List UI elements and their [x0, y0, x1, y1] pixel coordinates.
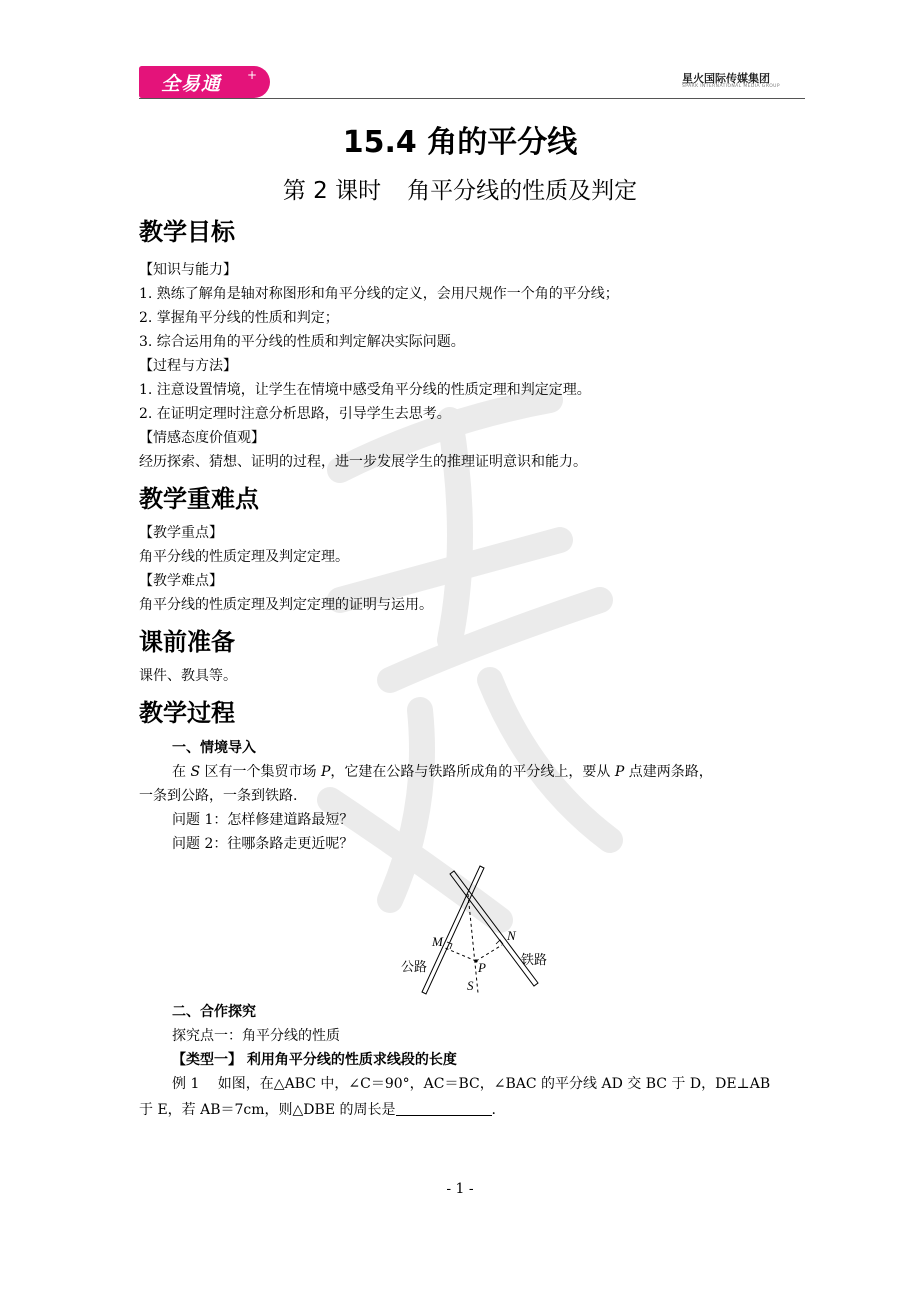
- section-heading-key-points: 教学重难点: [139, 485, 259, 513]
- type-label: 【类型一】: [172, 1052, 242, 1068]
- process-item-2: 2. 在证明定理时注意分析思路，引导学生去思考。: [139, 406, 451, 422]
- brand-name: 星火国际传媒集团: [682, 72, 770, 85]
- right-angle-mark-M: [447, 942, 452, 949]
- road-bar: [422, 866, 484, 994]
- road-railway-figure: [390, 858, 570, 998]
- page-title: 15.4 角的平分线: [342, 125, 578, 160]
- focus-text: 角平分线的性质定理及判定定理。: [139, 549, 349, 565]
- section-heading-process: 教学过程: [139, 699, 235, 727]
- coop-title: 二、合作探究: [172, 1004, 256, 1020]
- header-divider: [139, 98, 805, 99]
- focus-label: 【教学重点】: [139, 525, 223, 541]
- knowledge-item-2: 2. 掌握角平分线的性质和判定；: [139, 310, 339, 326]
- knowledge-item-3: 3. 综合运用角的平分线的性质和判定解决实际问题。: [139, 334, 465, 350]
- var-P: P: [320, 764, 331, 780]
- example-1-line-2: 于 E，若 AB＝7cm，则△DBE 的周长是 .: [139, 1102, 496, 1118]
- logo-text: 全易通: [161, 73, 222, 95]
- knowledge-label: 【知识与能力】: [139, 262, 237, 278]
- logo-badge: [139, 66, 270, 98]
- example-1-line-1: 例 1 如图，在△ABC 中，∠C＝90°，AC＝BC，∠BAC 的平分线 AD 交 BC 于 D，DE⊥AB: [172, 1076, 771, 1092]
- label-P: P: [478, 960, 486, 975]
- label-S: S: [467, 978, 474, 993]
- intro-title: 一、情境导入: [172, 740, 256, 756]
- label-railway: 铁路: [521, 953, 548, 968]
- knowledge-item-1: 1. 熟练了解角是轴对称图形和角平分线的定义，会用尺规作一个角的平分线；: [139, 286, 619, 302]
- answer-blank: [396, 1101, 492, 1116]
- section-heading-goals: 教学目标: [139, 218, 235, 246]
- brand-subtitle: SPARK INTERNATIONAL MEDIA GROUP: [682, 84, 780, 89]
- type-heading: [172, 1050, 457, 1070]
- var-S: S: [190, 764, 201, 780]
- prep-text: 课件、教具等。: [139, 668, 237, 684]
- logo-star-icon: +: [247, 68, 258, 82]
- question-1: 问题 1：怎样修建道路最短？: [172, 812, 354, 828]
- difficulty-label: 【教学难点】: [139, 573, 223, 589]
- perp-to-road: [445, 948, 476, 961]
- process-item-1: 1. 注意设置情境，让学生在情境中感受角平分线的性质定理和判定定理。: [139, 382, 591, 398]
- explore-point: 探究点一：角平分线的性质: [172, 1028, 340, 1044]
- label-road: 公路: [401, 960, 428, 975]
- subtitle-lesson: 第 2 课时: [282, 178, 382, 204]
- emotion-text: 经历探索、猜想、证明的过程，进一步发展学生的推理证明意识和能力。: [139, 454, 587, 470]
- intro-paragraph-line-2: 一条到公路，一条到铁路.: [139, 788, 298, 804]
- emotion-label: 【情感态度价值观】: [139, 430, 265, 446]
- page-number: - 1 -: [446, 1181, 474, 1197]
- perp-to-railway: [476, 945, 502, 961]
- page-subtitle: [0, 172, 920, 205]
- type-text: 利用角平分线的性质求线段的长度: [242, 1052, 457, 1068]
- question-2: 问题 2：往哪条路走更近呢？: [172, 836, 354, 852]
- var-P2: P: [614, 764, 625, 780]
- railway-bar: [450, 871, 538, 986]
- difficulty-text: 角平分线的性质定理及判定定理的证明与运用。: [139, 597, 433, 613]
- label-N: N: [507, 928, 516, 943]
- intro-paragraph-line-1: 在 S 区有一个集贸市场 P，它建在公路与铁路所成角的平分线上，要从 P 点建两条路，: [172, 764, 713, 780]
- process-label: 【过程与方法】: [139, 358, 237, 374]
- subtitle-topic: 角平分线的性质及判定: [407, 178, 638, 204]
- section-heading-prep: 课前准备: [139, 628, 235, 656]
- label-M: M: [432, 934, 443, 949]
